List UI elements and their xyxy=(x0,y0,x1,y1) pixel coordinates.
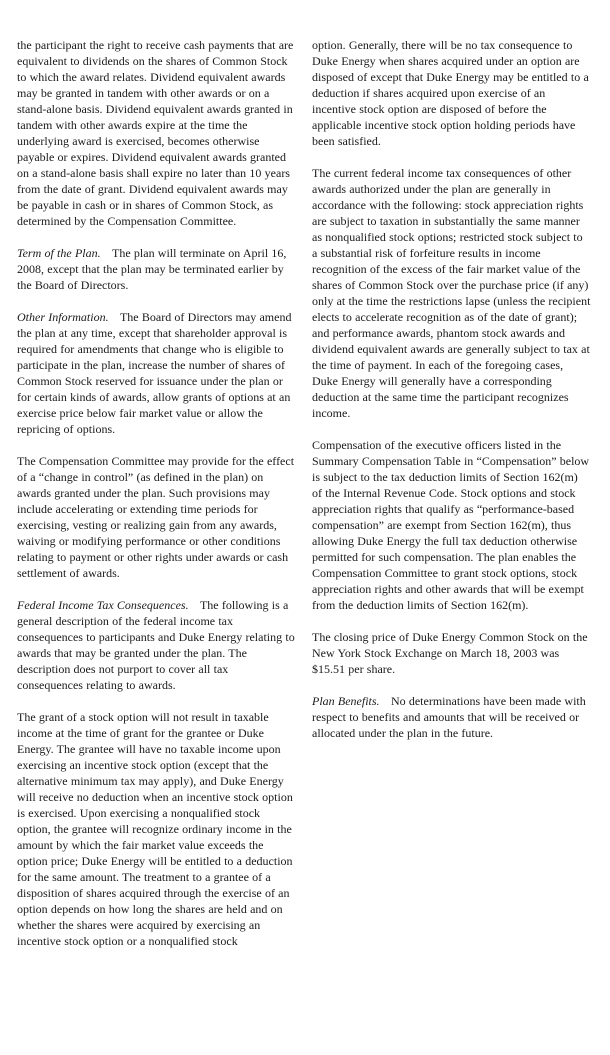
paragraph xyxy=(312,437,591,613)
paragraph-text: the participant the right to receive cash payments that are equivalent to dividends on the shares of Common Stock to which the award relates. Dividend equivalent awards may be granted in tandem with other awards or on a stand-alone basis. Dividend equivalent awards granted in tandem with other awards expire at the time the underlying award is exercised, becomes otherwise payable or expires. Dividend equivalent awards granted on a stand-alone basis shall expire no later than 10 years from the date of grant. Dividend equivalent awards may be payable in cash or in shares of Common Stock, as determined by the Compensation Committee. xyxy=(17,38,294,228)
paragraph-text: The Board of Directors may amend the plan at any time, except that shareholder approval is required for amendments that change who is eligible to participate in the plan, increase the number of shares of Common Stock reserved for issuance under the plan or for certain kinds of awards, allow grants of options at an exercise price below fair market value or allow the repricing of options. xyxy=(17,310,292,436)
run-in-heading-federal-income-tax-consequences: Federal Income Tax Consequences. xyxy=(17,598,189,612)
paragraph xyxy=(312,37,591,149)
paragraph-text: The Compensation Committee may provide for the effect of a “change in control” (as defined in the plan) on awards granted under the plan. Such provisions may include accelerating or extending time periods for exercising, vesting or realizing gain from any awards, waiving or modifying performance or other conditions relating to payment or other rights under awards or cash settlement of awards. xyxy=(17,454,295,580)
paragraph xyxy=(312,165,591,421)
paragraph xyxy=(312,629,591,677)
left-column xyxy=(17,37,296,1055)
run-in-heading-other-information: Other Information. xyxy=(17,310,109,324)
run-in-heading-term-of-the-plan: Term of the Plan. xyxy=(17,246,101,260)
paragraph-text: The grant of a stock option will not result in taxable income at the time of grant for the grantee or Duke Energy. The grantee will have no taxable income upon exercising an incentive stock option (except that the alternative minimum tax may apply), and Duke Energy will receive no deduction when an incentive stock option is exercised. Upon exercising a nonqualified stock option, the grantee will recognize ordinary income in the amount by which the fair market value exceeds the option price; Duke Energy will be entitled to a deduction for the same amount. The treatment to a grantee of a disposition of shares acquired through the exercise of an option depends on how long the shares are held and on whether the shares were acquired by exercising an incentive stock option or a nonqualified stock xyxy=(17,710,293,948)
paragraph-text: The following is a general description of the federal income tax consequences to participants and Duke Energy relating to awards that may be granted under the plan. The description does not purport to cover all tax consequences relating to awards. xyxy=(17,598,295,692)
run-in-heading-plan-benefits: Plan Benefits. xyxy=(312,694,380,708)
paragraph-text: The closing price of Duke Energy Common Stock on the New York Stock Exchange on March 18, 2003 was $15.51 per share. xyxy=(312,630,588,676)
paragraph xyxy=(17,597,296,693)
paragraph xyxy=(312,693,591,741)
paragraph xyxy=(17,709,296,949)
paragraph-text: The plan will terminate on April 16, 2008, except that the plan may be terminated earlier by the Board of Directors. xyxy=(17,246,287,292)
paragraph xyxy=(17,309,296,437)
right-column xyxy=(312,37,591,1055)
paragraph xyxy=(17,37,296,229)
paragraph xyxy=(17,453,296,581)
paragraph-text: Compensation of the executive officers listed in the Summary Compensation Table in “Compensation” below is subject to the tax deduction limits of Section 162(m) of the Internal Revenue Code. Stock options and stock appreciation rights that qualify as “performance-based compensation” are exempt from Section 162(m), thus allowing Duke Energy the full tax deduction otherwise permitted for such compensation. The plan enables the Compensation Committee to grant stock options, stock appreciation rights and other awards that will be exempt from the deduction limits of Section 162(m). xyxy=(312,438,590,612)
paragraph xyxy=(17,245,296,293)
paragraph-text: No determinations have been made with respect to benefits and amounts that will be received or allocated under the plan in the future. xyxy=(312,694,586,740)
paragraph-text: option. Generally, there will be no tax consequence to Duke Energy when shares acquired under an option are disposed of except that Duke Energy may be entitled to a deduction if shares acquired upon exercise of an incentive stock option are disposed of before the applicable incentive stock option holding periods have been satisfied. xyxy=(312,38,589,148)
paragraph-text: The current federal income tax consequences of other awards authorized under the plan are generally in accordance with the following: stock appreciation rights are subject to taxation in substantially the same manner as nonqualified stock options; restricted stock subject to a substantial risk of forfeiture results in income recognition of the excess of the fair market value of the shares of Common Stock over the purchase price (if any) only at the time the restrictions lapse (unless the recipient elects to accelerate recognition as of the date of grant); and performance awards, phantom stock awards and dividend equivalent awards are generally subject to tax at the time of payment. In each of the foregoing cases, Duke Energy will generally have a corresponding deduction at the same time the participant recognizes income. xyxy=(312,166,591,420)
